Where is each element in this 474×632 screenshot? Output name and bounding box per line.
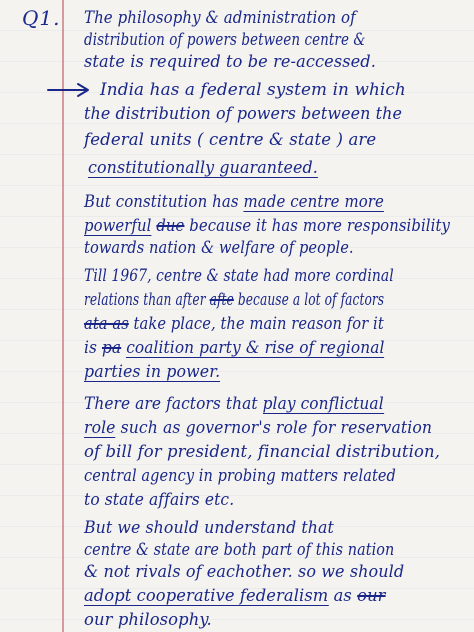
text-line: [84, 52, 376, 71]
underlined-text: play conflictual: [262, 394, 384, 413]
text-line: [84, 216, 450, 235]
text-line: [84, 314, 384, 333]
text-line: [88, 158, 318, 177]
underlined-text: role: [84, 418, 116, 437]
underlined-text: powerful: [84, 216, 152, 235]
text-line: [84, 586, 386, 605]
underlined-text: adopt cooperative federalism: [84, 586, 329, 605]
text-line: [84, 30, 365, 49]
underlined-text: made centre more: [243, 192, 384, 211]
text-segment: The philosophy & administration of: [84, 8, 356, 27]
text-segment: take place, the main reason for it: [128, 314, 384, 333]
text-line: [84, 290, 384, 309]
text-segment: relations than after: [84, 290, 210, 309]
struck-text: ata as: [84, 314, 129, 333]
text-segment: distribution of powers between centre &: [84, 30, 366, 49]
text-segment: because a lot of factors: [233, 290, 385, 309]
struck-text: afte: [209, 290, 234, 309]
text-line: [100, 80, 406, 99]
text-segment: such as governor's role for reservation: [115, 418, 433, 437]
text-line: [84, 518, 334, 537]
text-line: [84, 490, 234, 509]
text-line: [84, 394, 384, 413]
struck-text: due: [156, 216, 185, 235]
text-line: [84, 266, 394, 285]
question-number: Q1.: [22, 6, 61, 30]
text-segment: Till 1967, centre & state had more cordinal: [84, 266, 394, 285]
text-segment: centre & state are both part of this nation: [84, 540, 395, 559]
text-line: [84, 238, 354, 257]
text-line: [84, 8, 356, 27]
text-segment: But constitution has: [84, 192, 244, 211]
text-segment: There are factors that: [84, 394, 263, 413]
text-segment: & not rivals of eachother. so we should: [84, 562, 405, 581]
text-segment: India has a federal system in which: [100, 80, 406, 99]
text-line: [84, 130, 376, 149]
text-segment: federal units ( centre & state ) are: [84, 130, 377, 149]
text-segment: state is required to be re-accessed.: [84, 52, 376, 71]
text-line: [84, 442, 440, 461]
text-segment: to state affairs etc.: [84, 490, 235, 509]
struck-text: our: [357, 586, 386, 605]
text-segment: But we should understand that: [84, 518, 334, 537]
text-segment: is: [84, 338, 102, 357]
text-line: [84, 466, 396, 485]
text-segment: the distribution of powers between the: [84, 104, 402, 123]
text-segment: because it has more responsibility: [184, 216, 451, 235]
text-segment: towards nation & welfare of people.: [84, 238, 354, 257]
text-line: [84, 362, 220, 381]
text-line: [84, 338, 385, 357]
text-line: [84, 540, 394, 559]
arrow-right-icon: [46, 82, 92, 98]
struck-text: pa: [101, 338, 122, 357]
text-line: [84, 192, 384, 211]
text-segment: of bill for president, financial distribution,: [84, 442, 441, 461]
text-line: [84, 610, 212, 629]
text-line: [84, 562, 404, 581]
text-segment: central agency in probing matters related: [84, 466, 396, 485]
text-line: [84, 104, 402, 123]
text-segment: our philosophy.: [84, 610, 212, 629]
underlined-text: parties in power.: [84, 362, 221, 381]
underlined-text: constitutionally guaranteed.: [88, 158, 318, 177]
text-line: [84, 418, 432, 437]
text-segment: as: [328, 586, 358, 605]
underlined-text: coalition party & rise of regional: [126, 338, 385, 357]
